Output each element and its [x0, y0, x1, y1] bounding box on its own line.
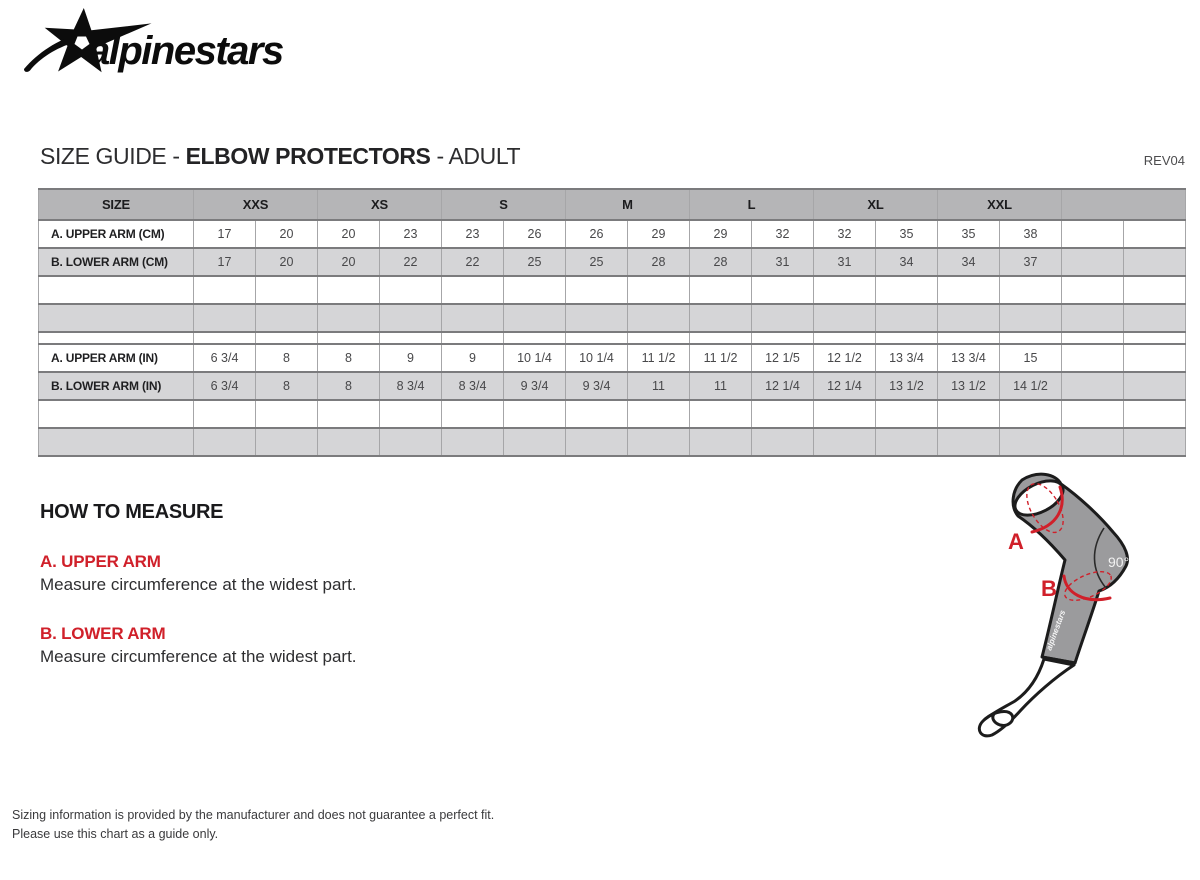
- value-cell: 8: [256, 372, 318, 400]
- value-cell: 10 1/4: [504, 344, 566, 372]
- size-group-header: XS: [318, 189, 442, 220]
- value-cell: 25: [566, 248, 628, 276]
- value-cell: 9 3/4: [566, 372, 628, 400]
- value-cell: 8: [318, 372, 380, 400]
- value-cell: [814, 332, 876, 344]
- size-chart-table: [38, 188, 1186, 457]
- table-row: [39, 428, 1186, 456]
- value-cell: [1000, 332, 1062, 344]
- value-cell: [690, 304, 752, 332]
- value-cell: [814, 400, 876, 428]
- value-cell: [1000, 276, 1062, 304]
- value-cell: [876, 428, 938, 456]
- footer-disclaimer: [12, 806, 494, 844]
- table-row: [39, 220, 1186, 248]
- value-cell: 17: [194, 220, 256, 248]
- value-cell: [318, 400, 380, 428]
- value-cell: [318, 332, 380, 344]
- row-label-cell: [39, 332, 194, 344]
- table-row: [39, 344, 1186, 372]
- value-cell: 20: [256, 220, 318, 248]
- value-cell: [752, 428, 814, 456]
- value-cell: [1062, 220, 1124, 248]
- value-cell: [628, 428, 690, 456]
- value-cell: [752, 332, 814, 344]
- value-cell: 29: [690, 220, 752, 248]
- value-cell: [1062, 344, 1124, 372]
- row-label-cell: [39, 276, 194, 304]
- value-cell: [1000, 428, 1062, 456]
- value-cell: [1062, 304, 1124, 332]
- value-cell: [690, 332, 752, 344]
- size-group-header: [1062, 189, 1186, 220]
- value-cell: [194, 428, 256, 456]
- value-cell: [628, 400, 690, 428]
- value-cell: [938, 400, 1000, 428]
- value-cell: [938, 276, 1000, 304]
- angle-90-label: 90°: [1108, 554, 1130, 570]
- value-cell: [504, 276, 566, 304]
- row-label-cell: B. LOWER ARM (IN): [39, 372, 194, 400]
- row-label-cell: A. UPPER ARM (IN): [39, 344, 194, 372]
- value-cell: 11 1/2: [690, 344, 752, 372]
- value-cell: [442, 276, 504, 304]
- value-cell: [504, 428, 566, 456]
- value-cell: [256, 400, 318, 428]
- value-cell: [628, 332, 690, 344]
- value-cell: [256, 428, 318, 456]
- value-cell: 13 1/2: [938, 372, 1000, 400]
- value-cell: [194, 332, 256, 344]
- measure-item-lower-arm: [40, 624, 540, 667]
- value-cell: [442, 428, 504, 456]
- value-cell: [442, 400, 504, 428]
- value-cell: [628, 276, 690, 304]
- value-cell: 9: [442, 344, 504, 372]
- value-cell: [194, 400, 256, 428]
- value-cell: [380, 400, 442, 428]
- sleeve-logo-text: alpinestars: [1044, 608, 1068, 652]
- value-cell: 9: [380, 344, 442, 372]
- value-cell: [566, 304, 628, 332]
- value-cell: 8 3/4: [380, 372, 442, 400]
- value-cell: 26: [504, 220, 566, 248]
- value-cell: 14 1/2: [1000, 372, 1062, 400]
- table-row: [39, 400, 1186, 428]
- value-cell: [1124, 304, 1186, 332]
- value-cell: [1062, 400, 1124, 428]
- value-cell: 34: [876, 248, 938, 276]
- value-cell: [442, 332, 504, 344]
- value-cell: 23: [380, 220, 442, 248]
- value-cell: 29: [628, 220, 690, 248]
- value-cell: [628, 304, 690, 332]
- value-cell: 8: [256, 344, 318, 372]
- value-cell: 38: [1000, 220, 1062, 248]
- table-row: [39, 276, 1186, 304]
- measure-label-b: B. LOWER ARM: [40, 624, 166, 643]
- arm-measurement-diagram: [958, 466, 1198, 738]
- table-row: [39, 248, 1186, 276]
- revision-label: REV04: [1143, 153, 1185, 168]
- how-to-measure-heading: HOW TO MEASURE: [40, 501, 224, 523]
- size-group-header: S: [442, 189, 566, 220]
- value-cell: [504, 332, 566, 344]
- value-cell: [442, 304, 504, 332]
- value-cell: [1000, 400, 1062, 428]
- value-cell: 13 3/4: [876, 344, 938, 372]
- value-cell: 26: [566, 220, 628, 248]
- logo-wordmark: alpinestars: [88, 29, 283, 73]
- value-cell: 32: [752, 220, 814, 248]
- size-group-header: XXS: [194, 189, 318, 220]
- row-label-cell: A. UPPER ARM (CM): [39, 220, 194, 248]
- value-cell: [318, 276, 380, 304]
- row-label-cell: [39, 428, 194, 456]
- value-cell: 9 3/4: [504, 372, 566, 400]
- value-cell: 32: [814, 220, 876, 248]
- value-cell: 12 1/2: [814, 344, 876, 372]
- value-cell: [318, 304, 380, 332]
- value-cell: 34: [938, 248, 1000, 276]
- value-cell: [1062, 428, 1124, 456]
- diagram-label-b: B: [1041, 576, 1057, 601]
- value-cell: 11 1/2: [628, 344, 690, 372]
- title-prefix: SIZE GUIDE -: [40, 143, 186, 169]
- value-cell: [1124, 372, 1186, 400]
- value-cell: [752, 304, 814, 332]
- footer-line-2: Please use this chart as a guide only.: [12, 827, 219, 841]
- value-cell: 28: [690, 248, 752, 276]
- value-cell: [938, 332, 1000, 344]
- table-header-row: [39, 189, 1186, 220]
- value-cell: [1124, 276, 1186, 304]
- value-cell: [380, 332, 442, 344]
- value-cell: [1124, 400, 1186, 428]
- value-cell: [1062, 332, 1124, 344]
- page-title: [40, 143, 520, 170]
- value-cell: 22: [442, 248, 504, 276]
- value-cell: [876, 276, 938, 304]
- diagram-label-a: A: [1008, 529, 1024, 554]
- measure-item-upper-arm: [40, 552, 540, 595]
- value-cell: [1062, 276, 1124, 304]
- table-row: [39, 304, 1186, 332]
- value-cell: 12 1/5: [752, 344, 814, 372]
- value-cell: [380, 276, 442, 304]
- value-cell: 11: [690, 372, 752, 400]
- value-cell: [690, 400, 752, 428]
- value-cell: 12 1/4: [814, 372, 876, 400]
- value-cell: [1124, 332, 1186, 344]
- value-cell: [256, 276, 318, 304]
- value-cell: [690, 276, 752, 304]
- how-to-measure-section: [40, 501, 540, 696]
- value-cell: [814, 304, 876, 332]
- value-cell: 10 1/4: [566, 344, 628, 372]
- value-cell: 12 1/4: [752, 372, 814, 400]
- value-cell: [1124, 220, 1186, 248]
- row-label-cell: [39, 304, 194, 332]
- measure-desc-a: Measure circumference at the widest part.: [40, 575, 357, 594]
- value-cell: [194, 276, 256, 304]
- value-cell: 17: [194, 248, 256, 276]
- title-suffix: - ADULT: [430, 143, 521, 169]
- size-column-header: SIZE: [39, 189, 194, 220]
- value-cell: 13 3/4: [938, 344, 1000, 372]
- value-cell: [566, 428, 628, 456]
- measure-label-a: A. UPPER ARM: [40, 552, 161, 571]
- value-cell: [504, 400, 566, 428]
- value-cell: 20: [318, 220, 380, 248]
- value-cell: [690, 428, 752, 456]
- size-group-header: XXL: [938, 189, 1062, 220]
- table-row: [39, 332, 1186, 344]
- value-cell: [566, 400, 628, 428]
- footer-line-1: Sizing information is provided by the manufacturer and does not guarantee a perfect fit.: [12, 808, 495, 822]
- value-cell: [1124, 248, 1186, 276]
- value-cell: 6 3/4: [194, 372, 256, 400]
- value-cell: [876, 304, 938, 332]
- value-cell: [1062, 248, 1124, 276]
- value-cell: [256, 332, 318, 344]
- value-cell: [318, 428, 380, 456]
- alpinestars-logo: [24, 8, 304, 82]
- value-cell: [566, 332, 628, 344]
- value-cell: [938, 428, 1000, 456]
- measure-desc-b: Measure circumference at the widest part.: [40, 647, 357, 666]
- value-cell: 37: [1000, 248, 1062, 276]
- value-cell: [256, 304, 318, 332]
- table-row: [39, 372, 1186, 400]
- value-cell: [504, 304, 566, 332]
- value-cell: [876, 332, 938, 344]
- value-cell: 11: [628, 372, 690, 400]
- value-cell: [380, 304, 442, 332]
- size-group-header: M: [566, 189, 690, 220]
- size-group-header: L: [690, 189, 814, 220]
- value-cell: 35: [876, 220, 938, 248]
- hand-outline: [979, 659, 1074, 736]
- value-cell: 31: [814, 248, 876, 276]
- value-cell: [194, 304, 256, 332]
- value-cell: [1124, 428, 1186, 456]
- value-cell: [752, 276, 814, 304]
- row-label-cell: [39, 400, 194, 428]
- value-cell: [566, 276, 628, 304]
- value-cell: [1000, 304, 1062, 332]
- value-cell: [1124, 344, 1186, 372]
- value-cell: [752, 400, 814, 428]
- value-cell: 28: [628, 248, 690, 276]
- value-cell: 8: [318, 344, 380, 372]
- value-cell: [814, 276, 876, 304]
- value-cell: 20: [256, 248, 318, 276]
- value-cell: [876, 400, 938, 428]
- value-cell: 15: [1000, 344, 1062, 372]
- size-group-header: XL: [814, 189, 938, 220]
- value-cell: [814, 428, 876, 456]
- value-cell: [1062, 372, 1124, 400]
- value-cell: 20: [318, 248, 380, 276]
- value-cell: 13 1/2: [876, 372, 938, 400]
- value-cell: 6 3/4: [194, 344, 256, 372]
- value-cell: [938, 304, 1000, 332]
- value-cell: 23: [442, 220, 504, 248]
- row-label-cell: B. LOWER ARM (CM): [39, 248, 194, 276]
- value-cell: [380, 428, 442, 456]
- value-cell: 25: [504, 248, 566, 276]
- value-cell: 8 3/4: [442, 372, 504, 400]
- title-product: ELBOW PROTECTORS: [185, 143, 431, 169]
- value-cell: 22: [380, 248, 442, 276]
- value-cell: 35: [938, 220, 1000, 248]
- value-cell: 31: [752, 248, 814, 276]
